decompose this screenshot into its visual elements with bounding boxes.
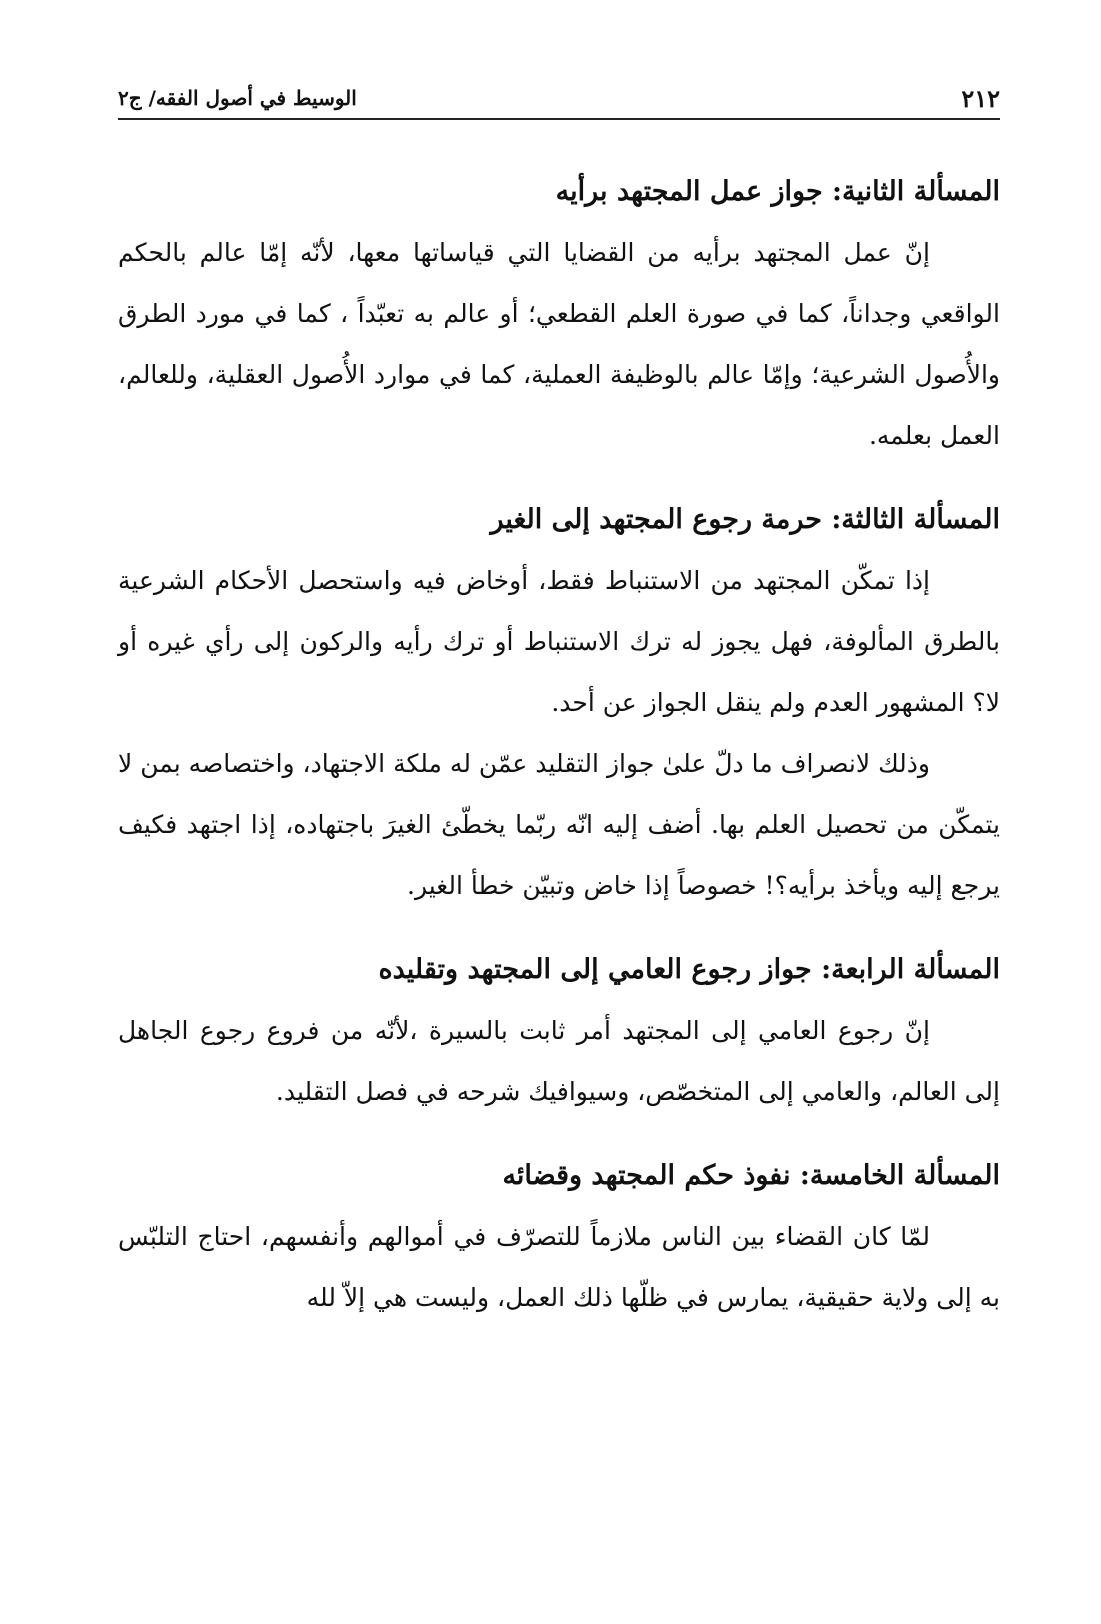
page-body (118, 172, 1000, 1328)
paragraph: لمّا كان القضاء بين الناس ملازماً للتصرّف في أموالهم وأنفسهم، احتاج التلبّس به إلى ولاية حقيقية، يمارس في ظلّها ذلك العمل، وليست هي إلاّ لله (118, 1222, 1000, 1312)
running-header (118, 70, 1000, 120)
section-heading: المسألة الرابعة: جواز رجوع العامي إلى المجتهد وتقليده (378, 954, 1000, 985)
paragraph: وذلك لانصراف ما دلّ علىٰ جواز التقليد عمّن له ملكة الاجتهاد، واختصاصه بمن لا يتمكّن من تحصيل العلم بها. أضف إليه انّه ربّما يخطّئ الغيرَ باجتهاده، إذا اجتهد فكيف يرجع إليه ويأخذ برأيه؟! خصوصاً إذا خاض وتبيّن خطأ الغير. (118, 749, 1000, 900)
paragraph: إذا تمكّن المجتهد من الاستنباط فقط، أوخاض فيه واستحصل الأحكام الشرعية بالطرق المألوفة، فهل يجوز له ترك الاستنباط أو ترك رأيه والركون إلى رأي غيره أو لا؟ المشهور العدم ولم ينقل الجواز عن أحد. (118, 566, 1000, 717)
page-number: ٢١٢ (961, 84, 1000, 113)
book-page (118, 70, 1000, 1590)
section-heading: المسألة الثانية: جواز عمل المجتهد برأيه (555, 176, 1000, 207)
section-issue-2 (118, 172, 1000, 466)
section-issue-5 (118, 1156, 1000, 1328)
paragraph: إنّ رجوع العامي إلى المجتهد أمر ثابت بالسيرة ،لأنّه من فروع رجوع الجاهل إلى العالم، والعامي إلى المتخصّص، وسيوافيك شرحه في فصل التقليد. (118, 1016, 1000, 1106)
section-heading: المسألة الخامسة: نفوذ حكم المجتهد وقضائه (502, 1160, 1000, 1191)
paragraph: إنّ عمل المجتهد برأيه من القضايا التي قياساتها معها، لأنّه إمّا عالم بالحكم الواقعي وجداناً، كما في صورة العلم القطعي؛ أو عالم به تعبّداً ، كما في مورد الطرق والأُصول الشرعية؛ وإمّا عالم بالوظيفة العملية، كما في موارد الأُصول العقلية، وللعالم، العمل بعلمه. (118, 238, 1000, 450)
section-issue-3 (118, 500, 1000, 916)
book-title: الوسيط في أصول الفقه/ ج٢ (118, 86, 357, 110)
section-heading: المسألة الثالثة: حرمة رجوع المجتهد إلى الغير (490, 504, 1000, 535)
section-issue-4 (118, 950, 1000, 1122)
